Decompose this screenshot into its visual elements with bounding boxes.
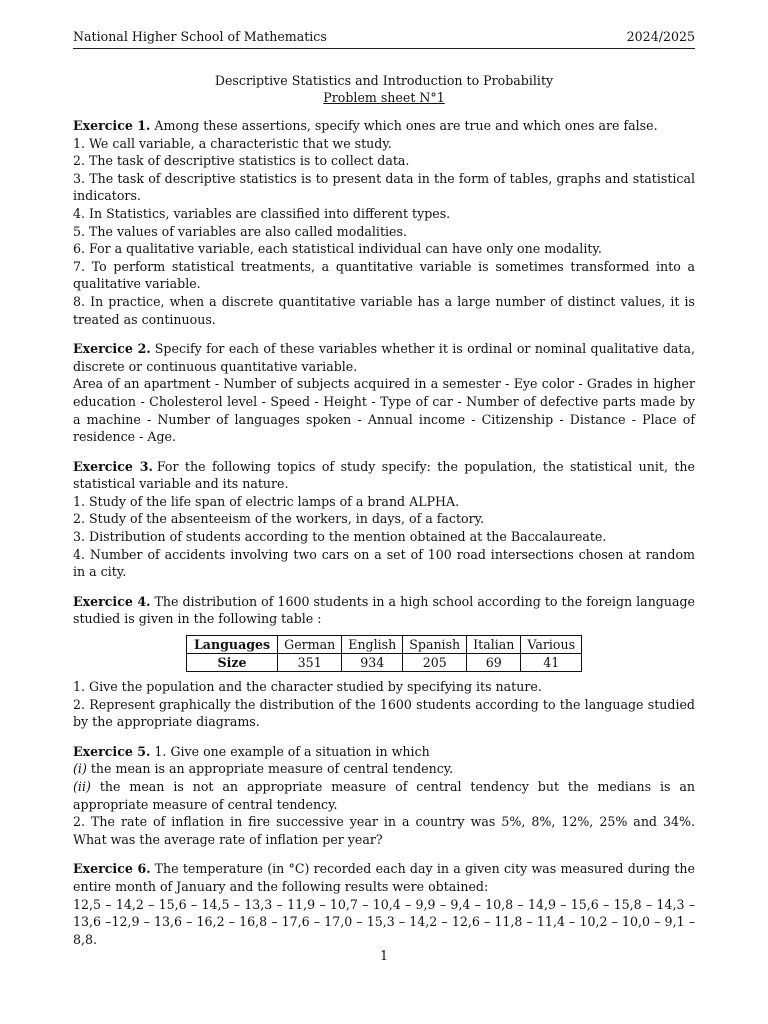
list-item: 7. To perform statistical treatments, a quantitative variable is sometimes transformed into a qualitative variable. xyxy=(73,258,695,292)
exercise-label: Exercice 2. xyxy=(73,341,151,357)
table-cell: 41 xyxy=(521,654,582,672)
school-name: National Higher School of Mathematics xyxy=(73,29,327,44)
list-item xyxy=(73,760,695,778)
item-marker: (i) xyxy=(73,761,87,777)
variable-list: Area of an apartment - Number of subjects acquired in a semester - Eye color - Grades in higher education - Cholesterol level - Speed - Height - Type of car - Number of defective parts made by a machine - Number of languages spoken - Annual income - Citizenship - Distance - Place of residence - Age. xyxy=(73,376,695,445)
item-text: the mean is not an appropriate measure of central tendency but the medians is an appropriate measure of central tendency. xyxy=(73,779,695,812)
exercise-intro: 1. Give one example of a situation in which xyxy=(154,743,430,759)
table-row-header: Size xyxy=(186,654,277,672)
list-item: 8. In practice, when a discrete quantitative variable has a large number of distinct values, it is treated as continuous. xyxy=(73,293,695,327)
language-table xyxy=(186,635,582,672)
list-item: 1. Give the population and the character studied by specifying its nature. xyxy=(73,679,542,695)
table-cell: 934 xyxy=(342,654,403,672)
list-item: 4. Number of accidents involving two cars on a set of 100 road intersections chosen at random in a city. xyxy=(73,546,695,580)
exercise-intro: For the following topics of study specify: the population, the statistical unit, the statistical variable and its nature. xyxy=(73,458,695,492)
list-item: 1. We call variable, a characteristic that we study. xyxy=(73,135,392,151)
table-cell: German xyxy=(278,636,342,654)
exercise-6 xyxy=(73,860,695,948)
list-item: 4. In Statistics, variables are classified into different types. xyxy=(73,205,451,221)
exercise-intro: The temperature (in °C) recorded each day in a given city was measured during the entire month of January and the following results were obtained: xyxy=(73,861,695,894)
table-cell: 69 xyxy=(467,654,521,672)
exercise-1 xyxy=(73,117,695,328)
exercise-label: Exercice 3. xyxy=(73,458,153,474)
exercise-label: Exercice 4. xyxy=(73,593,151,609)
list-item: 2. Represent graphically the distribution of the 1600 students according to the language studied by the appropriate diagrams. xyxy=(73,696,695,730)
page xyxy=(73,28,695,948)
exercise-3 xyxy=(73,458,695,581)
exercise-intro: Specify for each of these variables whether it is ordinal or nominal qualitative data, discrete or continuous quantitative variable. xyxy=(73,341,695,374)
course-title: Descriptive Statistics and Introduction to Probability xyxy=(214,73,554,88)
table-cell: Spanish xyxy=(403,636,467,654)
table-cell: 205 xyxy=(403,654,467,672)
page-header xyxy=(73,28,695,49)
table-cell: Italian xyxy=(467,636,521,654)
list-item: 3. Distribution of students according to the mention obtained at the Baccalaureate. xyxy=(73,529,607,545)
document-titles xyxy=(73,72,695,106)
list-item xyxy=(73,778,695,813)
exercise-label: Exercice 6. xyxy=(73,861,151,877)
exercise-4 xyxy=(73,593,695,731)
table-cell: 351 xyxy=(278,654,342,672)
table-cell: English xyxy=(342,636,403,654)
table-row xyxy=(186,654,581,672)
exercise-5 xyxy=(73,743,695,849)
item-marker: (ii) xyxy=(73,779,91,794)
exercise-label: Exercice 5. xyxy=(73,743,151,759)
table-row xyxy=(186,636,581,654)
list-item: 2. The rate of inflation in fire successive year in a country was 5%, 8%, 12%, 25% and 34%. What was the average rate of inflation per year? xyxy=(73,814,695,847)
table-row-header: Languages xyxy=(186,636,277,654)
sheet-title: Problem sheet N°1 xyxy=(323,90,445,105)
list-item: 2. The task of descriptive statistics is to collect data. xyxy=(73,153,410,169)
item-text: the mean is an appropriate measure of central tendency. xyxy=(90,761,454,777)
list-item: 1. Study of the life span of electric lamps of a brand ALPHA. xyxy=(73,493,460,509)
academic-year: 2024/2025 xyxy=(626,29,695,44)
list-item: 6. For a qualitative variable, each statistical individual can have only one modality. xyxy=(73,241,602,257)
exercise-intro: The distribution of 1600 students in a high school according to the foreign language studied is given in the following table : xyxy=(73,593,696,627)
exercise-label: Exercice 1. xyxy=(73,118,151,133)
list-item: 5. The values of variables are also called modalities. xyxy=(73,223,407,239)
temperature-values: 12,5 – 14,2 – 15,6 – 14,5 – 13,3 – 11,9 – 10,7 – 10,4 – 9,9 – 9,4 – 10,8 – 14,9 – 15,6 – 15,8 – 14,3 – 13,6 –12,9 – 13,6 – 16,2 – 16,8 – 17,6 – 17,0 – 15,3 – 14,2 – 12,6 – 11,8 – 11,4 – 10,2 – 10,0 – 9,1 – 8,8. xyxy=(73,896,695,947)
list-item: 3. The task of descriptive statistics is to present data in the form of tables, graphs and statistical indicators. xyxy=(73,170,695,204)
list-item: 2. Study of the absenteeism of the workers, in days, of a factory. xyxy=(73,511,485,527)
exercise-intro: Among these assertions, specify which ones are true and which ones are false. xyxy=(154,118,658,133)
page-number: 1 xyxy=(379,948,388,963)
table-cell: Various xyxy=(521,636,582,654)
exercise-2 xyxy=(73,340,695,446)
